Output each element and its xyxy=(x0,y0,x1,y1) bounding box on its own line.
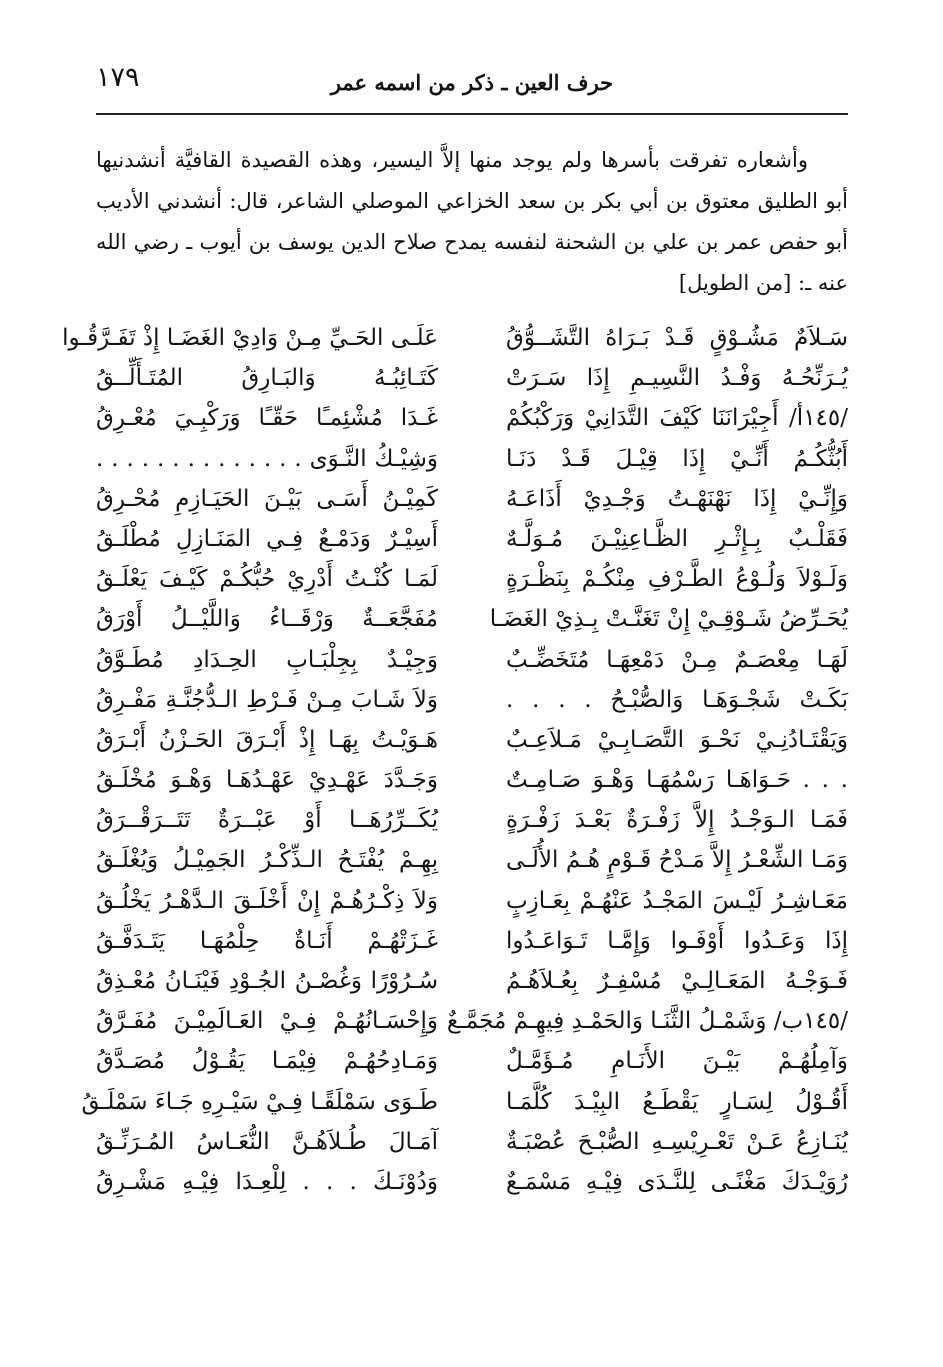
second-hemistich: هَـوَيْـتُ بِهَـا إِذْ أَبْـرَقَ الحَـزْنُ أَبْـرَقُ xyxy=(96,726,438,753)
verse xyxy=(96,881,848,921)
first-hemistich: وَإِنِّـيْ إِذَا نَهْنَهْـتُ وَجْـدِيْ أَذَاعَـهُ xyxy=(506,485,848,512)
intro-line: أبو حفص عمر بن علي بن الشحنة لنفسه يمدح صلاح الدين يوسف بن أيوب ـ رضي الله xyxy=(96,230,848,254)
meter-label: [من الطويل] xyxy=(678,271,792,295)
first-hemistich: وَآمِلُهُـمْ بَيْـنَ الأَنَـامِ مُـؤَمَّـلٌ xyxy=(506,1048,848,1075)
intro-line: عنه ـ: xyxy=(797,271,848,295)
first-hemistich: . . . حَـوَاهَـا رَسْمُهَـا وَهْـوَ صَـامِـتٌ xyxy=(506,767,848,794)
first-hemistich: فَمَـا الـوَجْـدُ إِلاَّ زَفْـرَةٌ بَعْـدَ زَفْـرَةٍ xyxy=(506,807,848,834)
second-hemistich: لَمَـا كُنْـتُ أَدْرِيْ حُبُّكُـمْ كَيْـفَ يَعْلَـقُ xyxy=(96,566,438,593)
first-hemistich: يُـرَنِّحُـهُ وَفْـدُ النَّسِيـمِ إِذَا سَـرَتْ xyxy=(506,365,848,392)
second-hemistich: مُفَجَّعَــةٌ وَرْقَــاءُ وَاللَّيْــلُ أَوْرَقُ xyxy=(96,606,438,633)
first-hemistich: يُحَـرِّضُ شَـوْقِـيْ إِنْ تَغَنَّـتْ بِـذِيْ الغَضَـا xyxy=(489,606,848,633)
first-hemistich: رُوَيْـدَكَ مَغْنًـى لِلنَّـدَى فِيْـهِ مَسْمَـعٌ xyxy=(506,1168,848,1195)
second-hemistich: سُـرُوْرًا وَغُصْـنُ الجُـوْدِ فَيْنَـانُ مُعْـذِقُ xyxy=(96,968,438,994)
first-hemistich: فَقَلْـبٌ بِـإِثْـرِ الظَّـاعِنِيْـنَ مُـوَلَّـهٌ xyxy=(506,525,848,552)
verse xyxy=(96,921,848,961)
poem xyxy=(62,318,848,1202)
second-hemistich: وَدُوْنَـكَ . . . لِلْعِـدَا فِيْـهِ مَشْـرِقُ xyxy=(96,1168,438,1195)
page-header xyxy=(96,60,848,112)
intro-line: أبو الطليق معتوق بن أبي بكر بن سعد الخزاعي الموصلي الشاعر، قال: أنشدني الأديب xyxy=(96,189,848,213)
verse xyxy=(96,760,848,800)
first-hemistich: وَيَقْتَـادُنِـيْ نَحْـوَ التَّصَـابِـيْ مَـلاَعِـبٌ xyxy=(506,726,848,753)
page-number: ١٧٩ xyxy=(96,62,140,93)
first-hemistich: إِذَا وَعَـدُوا أَوْفَـوا وَإِمَّـا تَـوَاعَـدُوا xyxy=(506,927,848,954)
verse xyxy=(96,800,848,840)
verse xyxy=(96,1041,848,1081)
second-hemistich: غَـدَا مُشْئِمـًا حَقّـًا وَرَكْبِـيَ مُعْـرِقُ xyxy=(96,405,438,432)
first-hemistich: /١٤٥ب/ وَشَمْـلُ الثَّنَـا وَالحَمْـدِ فِيهِـمْ مُجَمَّـعٌ xyxy=(446,1008,848,1035)
intro-text xyxy=(96,140,848,304)
second-hemistich: بِهِـمْ يُفْتَـحُ الـذِّكْـرُ الجَمِيْـلُ وَيُغْلَـقُ xyxy=(96,847,438,874)
second-hemistich: وَلاَ ذِكْـرُهُـمْ إِنْ أَخْلَـقَ الـدَّهْـرُ يَخْلُـقُ xyxy=(96,887,438,914)
first-hemistich: وَلَـوْلاَ وَلُـوْعُ الطَّـرْفِ مِنْكُـمْ بِنَظْـرَةٍ xyxy=(506,566,848,593)
verse xyxy=(96,439,848,479)
second-hemistich: عَلَـى الحَـيِّ مِـنْ وَادِيْ الغَضَـا إِذْ تَفَـرَّقُـوا xyxy=(62,325,438,351)
verse xyxy=(62,318,848,358)
second-hemistich: وَمَـادِحُهُـمْ فِيْمَـا يَقُـوْلُ مُصَـدَّقُ xyxy=(96,1048,438,1075)
verse xyxy=(96,680,848,720)
second-hemistich: غَـزَتْهُـمْ أَنَـاةٌ حِلْمُهَـا يَتَـدَفَّـقُ xyxy=(96,927,438,954)
second-hemistich: آمَـالَ طُـلاَهُـنَّ النُّعَـاسُ المُـرَنِّـقُ xyxy=(96,1128,438,1155)
first-hemistich: سَـلاَمٌ مَشُـوْقٍ قَـدْ بَـرَاهُ التَّشَــوُّقُ xyxy=(506,325,848,351)
intro-paragraph xyxy=(96,140,848,304)
first-hemistich: أَبُثُّكُـمُ أَنِّـيْ إِذَا قِيْـلَ قَـدْ دَنَـا xyxy=(506,445,848,472)
verse xyxy=(96,1162,848,1202)
second-hemistich: وَجِيْـدٌ بِجِلْبَـابِ الحِـدَادِ مُطَـوَّقُ xyxy=(96,646,438,673)
first-hemistich: بَكَـتْ شَجْـوَهَـا وَالصُّبْـحُ . . . . xyxy=(506,686,848,713)
first-hemistich: وَمَـا الشِّعْـرُ إِلاَّ مَـدْحُ قَـوْمٍ هُـمُ الأُلَـى xyxy=(506,847,848,874)
verse xyxy=(96,599,848,639)
first-hemistich: يُنَـازِعُ عَـنْ تَعْـرِيْسِـهِ الصُّبْـحَ عُصْبَـةٌ xyxy=(506,1128,848,1155)
second-hemistich: كَتَـائِبُـهُ وَالبَـارِقُ المُتَـأَلِّــقُ xyxy=(96,365,438,392)
verse xyxy=(96,840,848,880)
second-hemistich: وَشِيْـكُ النَّـوَى . . . . . . . . . . . . . . xyxy=(96,445,438,472)
verse xyxy=(96,398,848,438)
verse xyxy=(96,1122,848,1162)
second-hemistich: وَلاَ شَـابَ مِـنْ فَـرْطِ الـدُّجُنَّـةِ مَفْـرِقُ xyxy=(96,686,438,713)
second-hemistich: يُكَــرِّرُهَــا أَوْ عَبْــرَةٌ تَتَــرَقْــرَقُ xyxy=(96,807,438,834)
running-title: حرف العين ـ ذكر من اسمه عمر xyxy=(330,70,614,95)
first-hemistich: أَقُـوْلُ لِسَـارٍ يَقْطَـعُ البِيْـدَ كُلَّمَـا xyxy=(506,1088,848,1115)
first-hemistich: /١٤٥أ/ أَجِيْرَانَنَا كَيْفَ التَّدَانِيْ وَرَكْبُكُمْ xyxy=(506,405,848,432)
second-hemistich: كَمِيْـنُ أَسَـى بَيْـنَ الحَيَـازِمِ مُحْـرِقُ xyxy=(96,485,438,512)
verse xyxy=(96,519,848,559)
verse xyxy=(96,720,848,760)
verse xyxy=(96,640,848,680)
verse xyxy=(96,479,848,519)
verse xyxy=(96,358,848,398)
first-hemistich: فَـوَجْـهُ المَعَـالِـيْ مُسْفِـرٌ بِعُـلاَهُـمُ xyxy=(506,968,848,994)
second-hemistich: أَسِيْـرٌ وَدَمْـعٌ فِـي المَنَـازِلِ مُطْلَـقُ xyxy=(96,525,438,552)
intro-line: وأشعاره تفرقت بأسرها ولم يوجد منها إلاَّ اليسير، وهذه القصيدة القافيَّة أنشدنيها xyxy=(96,148,808,172)
first-hemistich: لَهَـا مِعْصَـمٌ مِـنْ دَمْعِهَـا مُتَخَضِّـبٌ xyxy=(506,646,848,673)
second-hemistich: وَجَـدَّدَ عَهْـدِيْ عَهْـدُهَـا وَهْـوَ مُخْلَـقُ xyxy=(96,767,438,794)
header-rule xyxy=(96,113,848,115)
second-hemistich: طَـوَى سَمْلَقًـا فِـيْ سَيْـرِهِ جَـاءَ سَمْلَـقُ xyxy=(81,1088,438,1115)
verse xyxy=(81,1082,848,1122)
second-hemistich: وَإِحْسَـانُهُـمْ فِـيْ العَـالَمِيْـنَ مُفَـرَّقُ xyxy=(96,1008,438,1035)
first-hemistich: مَعَـاشِـرُ لَيْـسَ المَجْـدُ عَنْهُـمْ بِعَـازِبٍ xyxy=(506,887,848,914)
verse xyxy=(96,1001,848,1041)
verse xyxy=(96,961,848,1001)
verse xyxy=(96,559,848,599)
